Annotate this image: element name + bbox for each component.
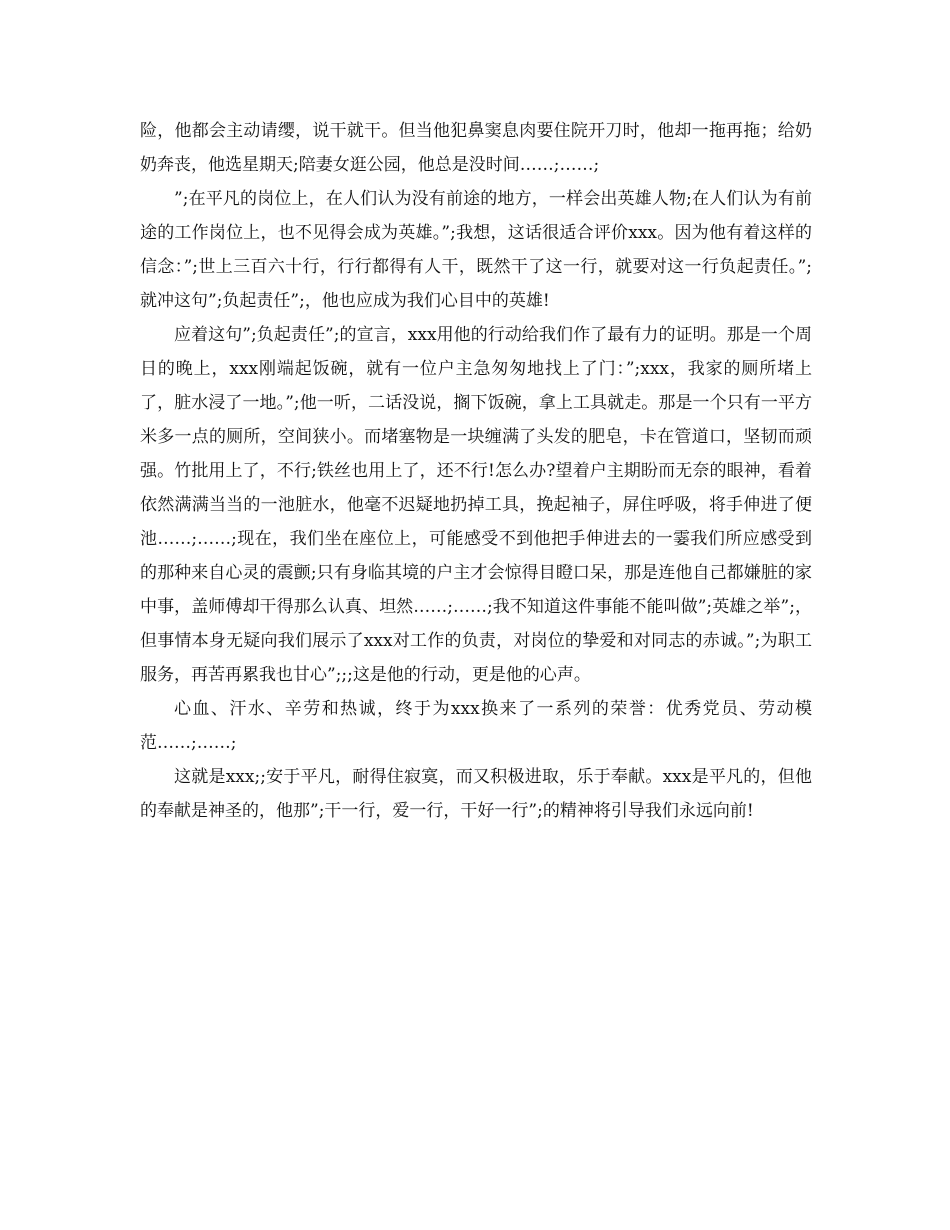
- paragraph-5: 这就是xxx;;安于平凡，耐得住寂寞，而又积极进取，乐于奉献。xxx是平凡的，但他的奉献是神圣的，他那”;干一行，爱一行，干好一行”;的精神将引导我们永远向前!: [140, 767, 812, 821]
- document-body: [140, 114, 812, 828]
- paragraph-2: ”;在平凡的岗位上，在人们认为没有前途的地方，一样会出英雄人物;在人们认为有前途的工作岗位上，也不见得会成为英雄。”;我想，这话很适合评价xxx。因为他有着这样的信念：”;世上三百六十行，行行都得有人干，既然干了这一行，就要对这一行负起责任。”;就冲这句”;负起责任”;，他也应成为我们心目中的英雄!: [140, 189, 812, 311]
- paragraph-3: 应着这句”;负起责任”;的宣言，xxx用他的行动给我们作了最有力的证明。那是一个周日的晚上，xxx刚端起饭碗，就有一位户主急匆匆地找上了门：”;xxx，我家的厕所堵上了，脏水浸了一地。”;他一听，二话没说，搁下饭碗，拿上工具就走。那是一个只有一平方米多一点的厕所，空间狭小。而堵塞物是一块缠满了头发的肥皂，卡在管道口，坚韧而顽强。竹批用上了，不行;铁丝也用上了，还不行!怎么办?望着户主期盼而无奈的眼神，看着依然满满当当的一池脏水，他毫不迟疑地扔掉工具，挽起袖子，屏住呼吸，将手伸进了便池……;……;现在，我们坐在座位上，可能感受不到他把手伸进去的一霎我们所应感受到的那种来自心灵的震颤;只有身临其境的户主才会惊得目瞪口呆，那是连他自己都嫌脏的家中事，盖师傅却干得那么认真、坦然……;……;我不知道这件事能不能叫做”;英雄之举”;，但事情本身无疑向我们展示了xxx对工作的负责，对岗位的挚爱和对同志的赤诚。”;为职工服务，再苦再累我也甘心”;;;这是他的行动，更是他的心声。: [140, 325, 812, 685]
- paragraph-1: 险，他都会主动请缨，说干就干。但当他犯鼻窦息肉要住院开刀时，他却一拖再拖；给奶奶奔丧，他选星期天;陪妻女逛公园，他总是没时间……;……;: [140, 121, 812, 175]
- paragraph-4: 心血、汗水、辛劳和热诚，终于为xxx换来了一系列的荣誉：优秀党员、劳动模范……;……;: [140, 699, 812, 753]
